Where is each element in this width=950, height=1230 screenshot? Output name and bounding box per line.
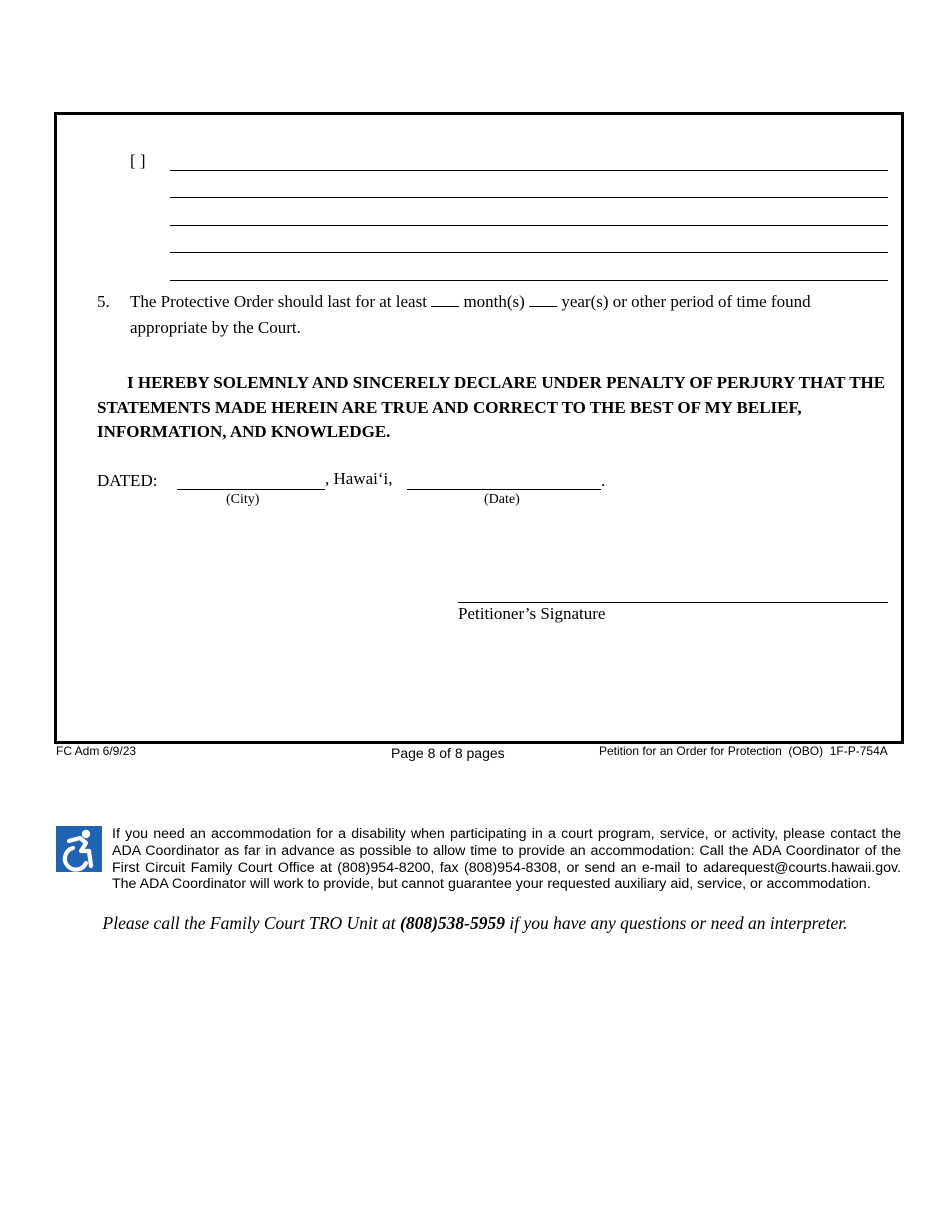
signature-label: Petitioner’s Signature: [458, 604, 606, 623]
date-label: (Date): [484, 492, 520, 507]
contact-pre: Please call the Family Court TRO Unit at: [102, 913, 400, 933]
contact-line: [0, 913, 950, 934]
blank-line-2[interactable]: [170, 197, 888, 198]
accessibility-icon: [56, 826, 102, 872]
city-field[interactable]: [177, 489, 325, 490]
checkbox[interactable]: [ ]: [130, 151, 146, 170]
ada-notice: If you need an accommodation for a disability when participating in a court program, service, or activity, please contact the ADA Coordinator as far in advance as possible to allow time to provide an accommodation: Call the ADA Coordinator of the First Circuit Family Court Office at (808)954-8200, fax (808)954-8308, or send an e-mail to adarequest@courts.hawaii.gov. The ADA Coordinator will work to provide, but cannot guarantee your requested auxiliary aid, service, or accommodation.: [112, 826, 901, 893]
hawaii-label: , Hawai‘i,: [325, 469, 393, 488]
months-blank[interactable]: [431, 292, 459, 307]
blank-line-3[interactable]: [170, 225, 888, 226]
item5-text-b: month(s): [463, 292, 525, 311]
item-number: 5.: [97, 292, 110, 311]
years-blank[interactable]: [529, 292, 557, 307]
item5-text-a: The Protective Order should last for at least: [130, 292, 427, 311]
item5-text-c: year(s) or other period of time found: [561, 292, 811, 311]
blank-line-1[interactable]: [170, 170, 888, 171]
page-number: Page 8 of 8 pages: [391, 745, 505, 761]
perjury-declaration: I HEREBY SOLEMNLY AND SINCERELY DECLARE UNDER PENALTY OF PERJURY THAT THE STATEMENTS MADE HEREIN ARE TRUE AND CORRECT TO THE BEST OF MY BELIEF, INFORMATION, AND KNOWLEDGE.: [97, 373, 886, 441]
dated-label: DATED:: [97, 471, 158, 490]
date-field[interactable]: [407, 489, 601, 490]
blank-line-4[interactable]: [170, 252, 888, 253]
city-label: (City): [226, 492, 260, 507]
footer-form-id: FC Adm 6/9/23: [56, 744, 137, 758]
signature-field[interactable]: [458, 602, 888, 603]
tro-phone: (808)538-5959: [400, 913, 505, 933]
contact-post: if you have any questions or need an interpreter.: [504, 913, 848, 933]
form-frame: [54, 112, 904, 744]
blank-line-5[interactable]: [170, 280, 888, 281]
item5-line1: [130, 292, 811, 312]
item5-text-d: appropriate by the Court.: [130, 318, 301, 337]
dated-period: .: [601, 471, 606, 490]
footer-form-title: Petition for an Order for Protection (OBO) 1F-P-754A: [599, 744, 888, 758]
